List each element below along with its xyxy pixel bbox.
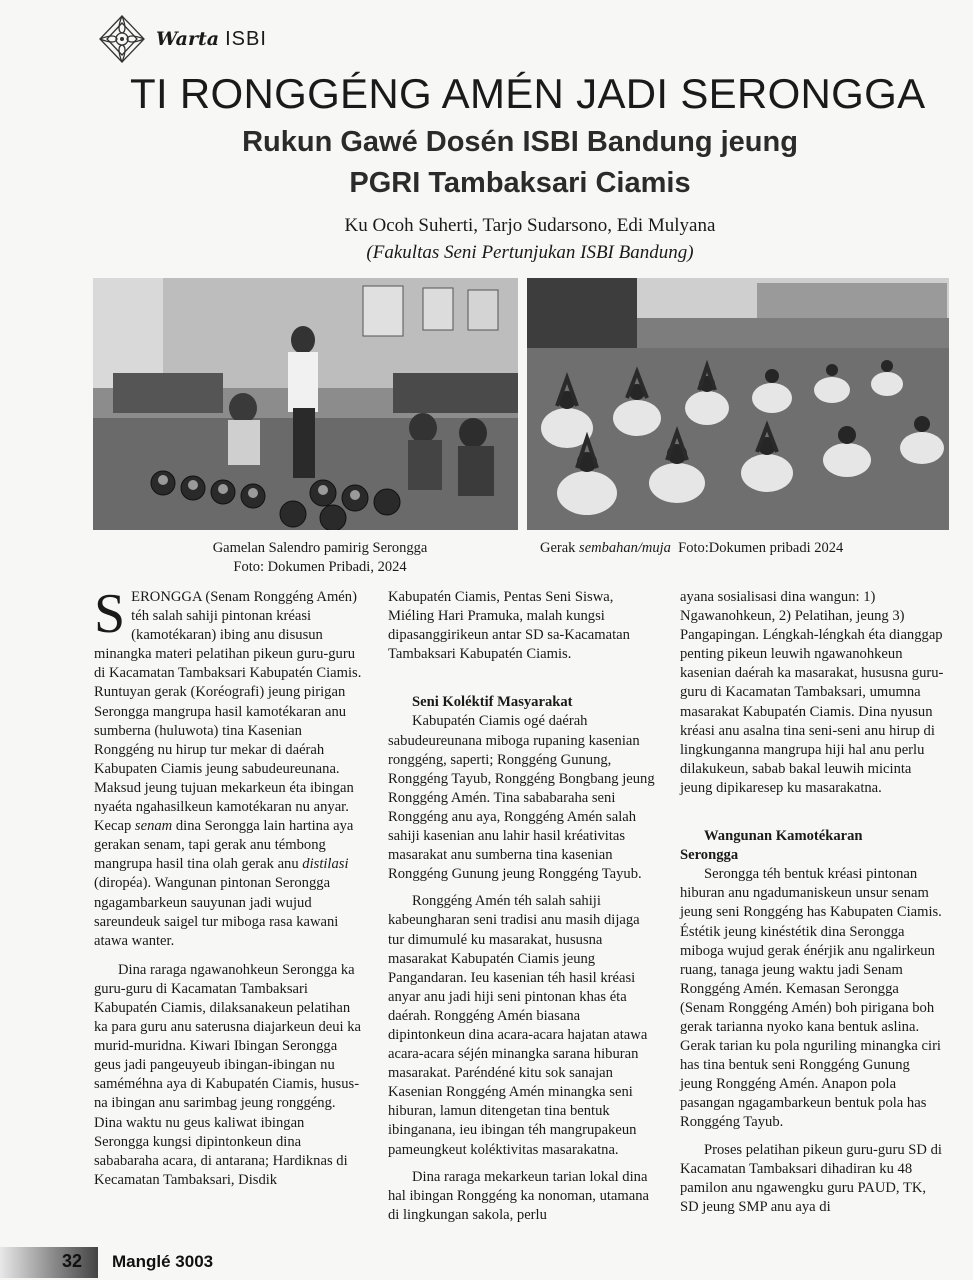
col2-paragraph-1: Kabupatén Ciamis ogé daérah sabudeureunana miboga rupaning kasenian ronggéng, saperti; Ronggéng Gunung, Ronggéng Tayub, Ronggéng Bongbang jeung Ronggéng Amén. Tina sababaraha seni Ronggéng anu aya, Ronggéng Amén salah sahiji kasenian anu lahir hasil kréativitas masarakat anu sumberna tina kasenian Ronggéng Gunung jeung Ronggéng Tayub. — [388, 713, 655, 883]
col3-paragraph-1: Serongga téh bentuk kréasi pintonan hiburan anu ngadumaniskeun unsur senam jeung seni Ronggéng has Kabupaten Ciamis. Éstétik jeung kinéstétik dina Serongga miboga wujud gerak énérjik anu ngalirkeun ruang, tanaga jeung waktu jadi Senam Ronggéng Amén. Kemasan Serongga (Senam Ronggéng Amén) boh pirigana boh gerak tarianna nyoko kana bentuk aslina. Gerak tarian ku pola nguriling minangka ciri has tina bentuk seni Ronggéng Gunung jeung Ronggéng Amén. Anapon pola pasangan ngagambarkeun bentuk pola has Ronggéng Tayub. — [680, 866, 942, 1131]
caption-left-line-2: Foto: Dokumen Pribadi, 2024 — [233, 559, 407, 575]
caption-right-italic: sembahan/muja — [579, 540, 671, 556]
page-number-bar — [0, 1247, 98, 1278]
col1-paragraph-2: Dina raraga ngawanohkeun Serongga ka guru-guru di Kacamatan Tambaksari Kabupatén Ciamis, dilaksanakeun pelatihan ka para guru anu saterusna diajarkeun deui ka murid-muridna. Kiwari Ibingan Serongga geus jadi pangeuyeub ibingan-ibingan nu saméméhna aya di Kabupatén Ciamis, hususna ibingan anu sarimbag jeung ronggéng. Dina waktu nu geus kaliwat ibingan Serongga kungsi dipintonkeun dina sababaraha acara, di antarana; Hardiknas di Kecamatan Tambaksari, Disdik — [94, 961, 362, 1188]
section-heading-wangunan-line1: Wangunan Kamotékaran — [704, 828, 863, 845]
subtitle-line-2: PGRI Tambaksari Ciamis — [349, 167, 691, 199]
col1-distilasi: distilasi — [302, 856, 349, 873]
masthead-warta: Warta — [156, 28, 220, 50]
column-2 — [388, 588, 656, 1225]
page-footer — [0, 1247, 973, 1280]
col2-paragraph-2: Ronggéng Amén téh salah sahiji kabeungharan seni tradisi anu masih dijaga tur dimumulé ku masarakat, hususna masarakat Kabupatén Ciamis jeung Pangandaran. Ieu kasenian téh hasil kréasi anyar anu jadi hiji seni pintonan khas éta daérah. Ronggéng Amén biasana dipintonkeun dina acara-acara hajatan atawa acara-acara séjén minangka sarana hiburan masarakat. Paréndéné kitu sok sanajan Kasenian Ronggéng Amén minangka seni hiburan, lamun ditengetan tina bentuk ibinganana, ieu ibingan téh mangrupakeun pameungkeut koléktivitas masarakatna. — [388, 893, 648, 1158]
col3-paragraph-0: ayana sosialisasi dina wangun: 1) Ngawanohkeun, 2) Pelatihan, jeung 3) Pangapingan. Léngkah-léngkah éta dianggap penting pikeun leuwih ngawanohkeun kasenian daérah ka masarakat, hususna guru-guru di Kacamatan Tambaksari, umumna masarakat Kabupatén Ciamis. Dina nyusun kréasi anu asalna tina seni-seni anu hirup di lingkunganna mangrupa hiji hal anu perlu dilakukeun, sabab bakal leuwih micinta jeung dipikaresep ku masarakatna. — [680, 589, 944, 796]
subtitle-line-1: Rukun Gawé Dosén ISBI Bandung jeung — [242, 126, 798, 158]
col1-paragraph-1 — [94, 583, 362, 951]
section-heading-seni-kolektif: Seni Koléktif Masyarakat — [412, 694, 573, 711]
magazine-issue: Manglé 3003 — [112, 1252, 214, 1271]
col1-p1-text-c: (diropéa). Wangunan pintonan Serongga ngagambarkeun sauyunan jadi wujud sareundeuk saigel tur miboga rasa kawani atawa wanter. — [94, 875, 339, 949]
article-title: TI RONGGÉNG AMÉN JADI SERONGGA — [130, 70, 926, 117]
ornament-icon — [96, 14, 148, 64]
caption-right-a: Gerak — [540, 540, 580, 556]
column-1 — [94, 583, 362, 1190]
article-subtitle — [190, 122, 850, 204]
section-heading-wangunan-line2: Serongga — [680, 847, 739, 864]
authors: Ku Ocoh Suherti, Tarjo Sudarsono, Edi Mulyana — [344, 215, 716, 236]
column-3 — [680, 588, 945, 1217]
caption-gamelan — [150, 539, 490, 577]
dropcap: S — [94, 583, 126, 645]
col1-senam: senam — [134, 818, 173, 835]
caption-dancers — [540, 539, 960, 558]
caption-left-line-1: Gamelan Salendro pamirig Serongga — [212, 540, 428, 556]
affiliation: (Fakultas Seni Pertunjukan ISBI Bandung) — [366, 242, 694, 263]
col2-paragraph-3: Dina raraga mekarkeun tarian lokal dina hal ibingan Ronggéng ka nonoman, utamana di lingkungan sakola, perlu — [388, 1168, 650, 1223]
col1-p1-text-b: dina Serongga lain hartina aya gerakan senam, tapi gerak anu témbong mangrupa hasil tina olah gerak anu — [94, 818, 354, 873]
photo-gamelan — [93, 278, 518, 530]
masthead — [96, 14, 267, 64]
section-heading-wangunan — [680, 827, 945, 865]
page-number: 32 — [62, 1251, 83, 1271]
col1-p1-text: ERONGGA (Senam Ronggéng Amén) téh salah sahiji pintonan kréasi (kamotékaran) ibing anu disusun minangka materi pelatihan pikeun guru-guru di Kacamatan Tambaksari Kabupatén Ciamis. Runtuyan gerak (Koréografi) jeung pirigan Serongga mangrupa hasil kamotékaran anu sumberna (huluwota) tina Kasenian Ronggéng nu hirup tur mekar di daérah Kabupaten Ciamis jeung sabudeureunana. Maksud jeung tujuan mekarkeun éta ibingan nyaéta ngahasilkeun kamotékaran nu anyar. Kecap — [94, 589, 362, 835]
photo-dancers — [527, 278, 949, 530]
masthead-isbi: ISBI — [225, 27, 267, 50]
col3-paragraph-2: Proses pelatihan pikeun guru-guru SD di Kacamatan Tambaksari dihadiran ku 48 pamilon anu ngawengku guru PAUD, TK, SD jeung SMP anu aya di — [680, 1141, 942, 1215]
caption-right-c: Foto:Dokumen pribadi 2024 — [670, 540, 844, 556]
byline — [250, 212, 810, 266]
col2-paragraph-0: Kabupatén Ciamis, Pentas Seni Siswa, Miéling Hari Pramuka, malah kungsi dipasanggirikeun antar SD sa-Kacamatan Tambaksari Kabupatén Ciamis. — [388, 589, 630, 663]
